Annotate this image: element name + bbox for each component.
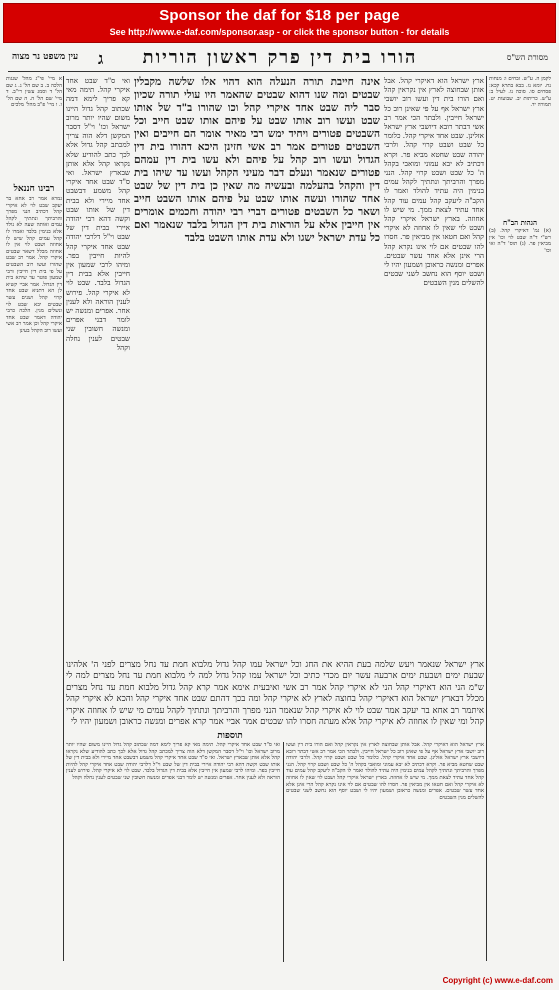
rashi-lower-column: ארץ ישראל הוא דאיקרי קהל. אבל אותן שבחוצה לארץ אין נקראין קהל ואם הורו בית דין ועשו רוב יושבי ארץ ישראל אף על פי שאינן רוב כל ישראל חייבין. ולבתר הכי אמר רב אשי דבתר רובא דיושבי ארץ ישראל אזלינן. שבט אחד איקרי קהל. כלומר כל שבט ושבט קרוי קהל. ולרבי יהודה שבט שחטא מביא פר. וקרא דכתיב לא יבא עמוני ומואבי בקהל ה' כל שבט ושבט קרוי קהל. הנני מפרך והרביתך ונתתיך לקהל עמים בנימין היה עתיד להולד ואמר לו הקב"ה ליעקב קהל עמים עוד קהל אחד עתיד לצאת ממך. מי שיש לו אחוזה. בארץ ישראל איקרי קהל ושבט לוי שאין לו אחוזה לא איקרי קהל ואם חטאו אין מביאין פר. חסרו להו שבטים אם לוי אינו נקרא קהל הרי אינן אלא אחד עשר שבטים. אפרים ומנשה כראובן ושמעון יהיו לי ושבט יוסף הוא נחשב לשני שבטים להשלים מנין השבטים — [286, 742, 484, 801]
gemara-lower-text: ארץ ישראל שנאמר ויעש שלמה בעת ההיא את החג וכל ישראל עמו קהל גדול מלבוא חמת עד נחל מצרים לפני ה' אלהינו שבעת ימים ושבעת ימים ארבעה עשר יום מכדי כתיב וכל ישראל עמו קהל גדול למה לי מלבוא חמת עד נחל מצרים למה לי ש"מ הני הוא דאיקרי קהל הני לא איקרי קהל אמר רב אשי ואיבעית אימא אמר קרא קהל גדול מלבוא חמת עד נחל מצרים מכלל דבארץ ישראל הוא דאיקרי קהל בחוצה לארץ לא איקרי קהל ומה בכך דהתם שבט אחד איקרי קהל והכא לא איקרי קהל איתמר רב אחא בר יעקב אמר שבט לוי לא איקרי קהל שנאמר הנני מפרך והרביתך ונתתיך לקהל עמים מי שיש לו אחוזה איקרי קהל ומי שאין לו אחוזה לא איקרי קהל אלא מעתה חסרו להו שבטים אמר אביי אמר קרא אפרים ומנשה כראובן ושמעון יהיו לי — [66, 660, 484, 728]
tosafot-lower-column: ואי ס"ד שבט אחד איקרי קהל. תימה מאי קא פריך לימא דמה שכתוב קהל גדול היינו משום שהיו יותר מרוב ישראל וכו' וי"ל דסבר המקשן דלא הוה צריך למכתב קהל גדול אלא לכך כתב להודיע שלא נקראו קהל אלא אותן שבארץ ישראל. ואי ס"ד שבט אחד איקרי קהל משמע דבשבט אחד מיירי ולא בבית דין של אותו שבט וקשה דהא רבי יהודה איירי בבית דין של שבט וי"ל דלרבי יהודה שבט אחד איקרי קהל להיות חייבין בפר. ומיהו לרבי שמעון אין חייבין אלא בבית דין הגדול בלבד. שבט לוי לא איקרי קהל. פירוש לענין הוראה ולא לענין אחר. אפרים ומנשה יש לומר דבני אפרים ומנשה חשובין שני שבטים לענין נחלה וקהל — [66, 742, 280, 781]
daf-header — [10, 47, 550, 69]
hagahot-column: (א) גמ' דאיקרי קהל. (ב) רש"י ד"ה שבט לוי וכו' אין מביאין פר. (ג) תוס' ד"ה ואי וכו' — [489, 228, 551, 254]
header-rule — [8, 71, 551, 72]
gemara-upper-text: אינה חייבת תורה הנעלה הוא דהוי אלו שלשה מקבלין שבטים ומה שנו דהוא שבטים שהאמר היו עולי תורה שכיון סבר ליה שבט אחד איקרי קהל וכו שהורו ב"ד של אותו שבט ועשו רוב אותו שבט על פיהם אותו שבט חייב וכל השבטים פטורים ויחיד ימש רבי מאיר אומר הם חייבים ואין השבטים פטורים אמר רב אשי חזינן היכא דהורו בית דין הגדול ועשו רוב קהל על פיהם ולא עשו בית דין עמהם פטורים שנאמר ונעלם דבר מעיני הקהל ועשו עד שיהו בית דין והקהל בהעלמה ובעשיה מה שאין כן בית דין של שבט אחד שהורו ועשה אותו שבט על פיהם אותו השבט חייב ושאר כל השבטים פטורים דברי רבי יהודה וחכמים אומרים אין חייבין אלא על הוראות בית דין הגדול בלבד שנאמר ואם כל עדת ישראל ישגו ולא עדת אותו השבט בלבד — [134, 76, 380, 244]
tosafot-label: תוספות — [217, 731, 243, 741]
divider-lower-center — [283, 742, 284, 962]
rabbeinu-chananel-label: רבינו חננאל — [13, 184, 55, 194]
sponsor-headline[interactable]: Sponsor the daf for $18 per page — [159, 7, 400, 24]
sponsor-details-link[interactable]: See http://www.e-daf.com/sponsor.asp - or click the sponsor button - for details — [109, 27, 450, 37]
divider-masoret — [486, 76, 487, 961]
shemot-label: עין משפט נר מצוה — [12, 52, 79, 62]
page-number: ג — [98, 49, 104, 68]
copyright-notice[interactable]: Copyright (c) www.e-daf.com — [442, 976, 553, 985]
ein-mishpat-label: מסורת הש"ס — [506, 53, 548, 62]
sponsor-banner[interactable] — [3, 3, 556, 43]
daf-title: הורו בית דין פרק ראשון הוריות — [142, 47, 418, 68]
tosafot-upper-column: ואי ס"ד שבט אחד איקרי קהל. תימה מאי קא פריך לימא דמה שכתוב קהל גדול היינו משום שהיו יותר מרוב ישראל וכו' וי"ל דסבר המקשן דלא הוה צריך למכתב קהל גדול אלא לכך כתב להודיע שלא נקראו קהל אלא אותן שבארץ ישראל. ואי ס"ד שבט אחד איקרי קהל משמע דבשבט אחד מיירי ולא בבית דין של אותו שבט וקשה דהא רבי יהודה איירי בבית דין של שבט וי"ל דלרבי יהודה שבט אחד איקרי קהל להיות חייבין בפר. ומיהו לרבי שמעון אין חייבין אלא בבית דין הגדול בלבד. שבט לוי לא איקרי קהל. פירוש לענין הוראה ולא לענין אחר. אפרים ומנשה יש לומר דבני אפרים ומנשה חשובין שני שבטים לענין נחלה וקהל — [66, 76, 130, 352]
divider-left — [63, 76, 64, 961]
rabbeinu-chananel-column: גמרא אמר רב אחא בר יעקב שבט לוי לא איקרי קהל דכתיב הנני מפרך והרביתך ונתתיך לקהל עמים ואותה שעה לא נולד אלא בנימין בלבד ואמרו לו קהל עמים קהל שיש לו אחוזה ושבט לוי אין לו אחוזה מכלל דשאר שבטים איקרי קהל. אמר רב שבט שהורו ועשו רוב השבטים על פי בית דין חייבין ורבי שמעון פוטר עד שיהא בית דין הגדול. אמר אביי קשיא לן הא דתניא שבט אחד קרוי קהל ושנים עשר שבטים יבא שבט לוי ונשלים מנין. הלכה כרבי יהודה דאמר שבט אחד איקרי קהל וכן אמר רב אשי ועשו רוב הקהל בעינן — [6, 196, 62, 334]
rashi-column: ארץ ישראל הוא דאיקרי קהל. אבל אותן שבחוצה לארץ אין נקראין קהל ואם הורו בית דין ועשו רוב יושבי ארץ ישראל אף על פי שאינן רוב כל ישראל חייבין. ולבתר הכי אמר רב אשי דבתר רובא דיושבי ארץ ישראל אזלינן. שבט אחד איקרי קהל. כלומר כל שבט ושבט קרוי קהל. ולרבי יהודה שבט שחטא מביא פר. וקרא דכתיב לא יבא עמוני ומואבי בקהל ה' כל שבט ושבט קרוי קהל. הנני מפרך והרביתך ונתתיך לקהל עמים בנימין היה עתיד להולד ואמר לו הקב"ה ליעקב קהל עמים עוד קהל אחד עתיד לצאת ממך. מי שיש לו אחוזה. בארץ ישראל איקרי קהל ושבט לוי שאין לו אחוזה לא איקרי קהל ואם חטאו אין מביאין פר. חסרו להו שבטים אם לוי אינו נקרא קהל הרי אינן אלא אחד עשר שבטים. אפרים ומנשה כראובן ושמעון יהיו לי ושבט יוסף הוא נחשב לשני שבטים להשלים מנין השבטים — [384, 76, 484, 288]
ein-mishpat-column: א מיי' פי"ג מהל' שגגות הלכה ב. ב שם הל' ג. ג שם הל' ד וסמג עשין רי"ב. ד מיי' שם הל' ה. ה שם הל' ו. ו מיי' פ"ב מהל' מלכים — [6, 76, 62, 109]
hagahot-label: הגהות הב"ח — [502, 218, 538, 227]
masoret-hashas-column: לקמן ה. ע"ש. זבחים ו: מנחות נח. יומא נז. בבא בתרא קכא: פסחים סו. סוכה נו. לעיל ב: ע"ש. כריתות יב. שבועות יט. תמורה יד. — [489, 76, 551, 109]
